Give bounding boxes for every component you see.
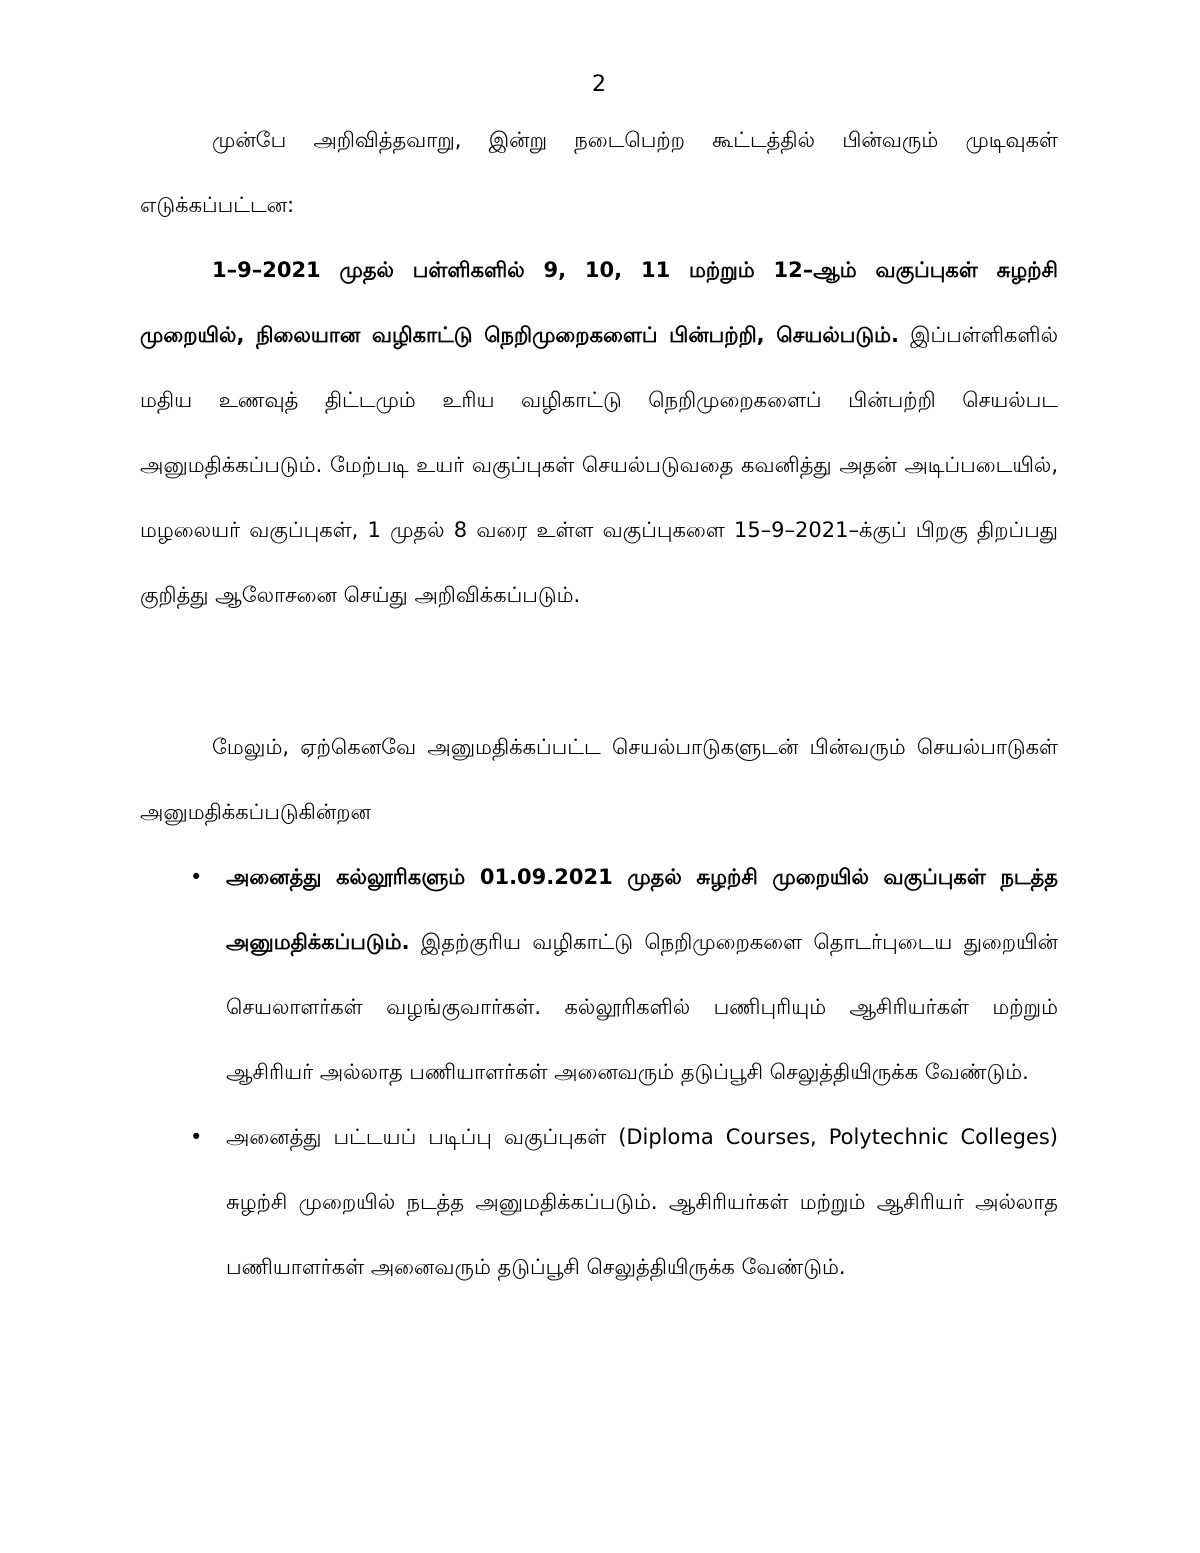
bullet-icon: • <box>190 865 203 889</box>
paragraph-permitted-text: மேலும், ஏற்கெனவே அனுமதிக்கப்பட்ட செயல்பாடுகளுடன் பின்வரும் செயல்பாடுகள் அனுமதிக்கப்படுகின்றன <box>140 735 1058 824</box>
list-item-colleges-text: இதற்குரிய வழிகாட்டு நெறிமுறைகளை தொடர்புடைய துறையின் செயலாளர்கள் வழங்குவார்கள். கல்லூரிகளில் பணிபுரியும் ஆசிரியர்கள் மற்றும் ஆசிரியர் அல்லாத பணியாளர்கள் அனைவரும் தடுப்பூசி செலுத்தியிருக்க வேண்டும். <box>226 930 1058 1084</box>
list-item-colleges-bold: அனைத்து கல்லூரிகளும் 01.09.2021 முதல் சுழற்சி முறையில் வகுப்புகள் நடத்த அனுமதிக்கப்படும். <box>226 865 1058 954</box>
paragraph-permitted-activities <box>140 715 1058 845</box>
activities-list <box>140 845 1058 1300</box>
bullet-icon: • <box>190 1125 203 1149</box>
paragraph-intro-text: முன்பே அறிவித்தவாறு, இன்று நடைபெற்ற கூட்டத்தில் பின்வரும் முடிவுகள் எடுக்கப்பட்டன: <box>140 128 1058 217</box>
list-item-diploma-text: அனைத்து பட்டயப் படிப்பு வகுப்புகள் (Diploma Courses, Polytechnic Colleges) சுழற்சி முறையில் நடத்த அனுமதிக்கப்படும். ஆசிரியர்கள் மற்றும் ஆசிரியர் அல்லாத பணியாளர்கள் அனைவரும் தடுப்பூசி செலுத்தியிருக்க வேண்டும். <box>226 1125 1058 1279</box>
paragraph-schools <box>140 238 1058 628</box>
list-item-colleges <box>140 845 1058 1105</box>
document-page <box>140 0 1058 1553</box>
paragraph-intro <box>140 108 1058 238</box>
paragraph-schools-bold: 1–9–2021 முதல் பள்ளிகளில் 9, 10, 11 மற்றும் 12–ஆம் வகுப்புகள் சுழற்சி முறையில், நிலையான வழிகாட்டு நெறிமுறைகளைப் பின்பற்றி, செயல்படும். <box>140 258 1058 347</box>
page-number: 2 <box>592 72 606 97</box>
paragraph-schools-text: இப்பள்ளிகளில் மதிய உணவுத் திட்டமும் உரிய வழிகாட்டு நெறிமுறைகளைப் பின்பற்றி செயல்பட அனுமதிக்கப்படும். மேற்படி உயர் வகுப்புகள் செயல்படுவதை கவனித்து அதன் அடிப்படையில், மழலையர் வகுப்புகள், 1 முதல் 8 வரை உள்ள வகுப்புகளை 15–9–2021–க்குப் பிறகு திறப்பது குறித்து ஆலோசனை செய்து அறிவிக்கப்படும். <box>140 323 1059 607</box>
list-item-diploma <box>140 1105 1058 1300</box>
